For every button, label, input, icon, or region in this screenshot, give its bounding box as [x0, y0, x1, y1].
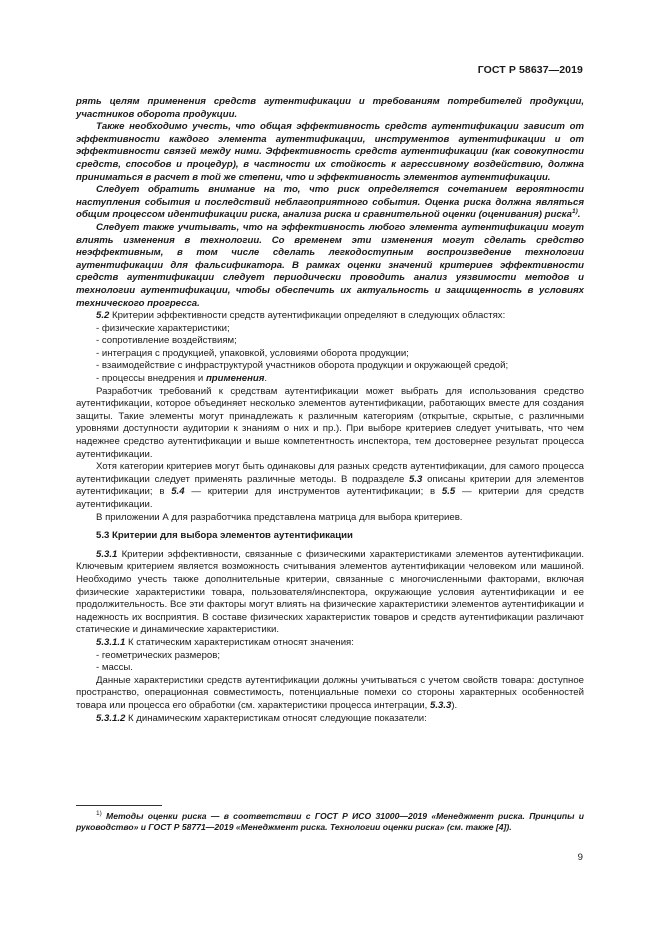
text-run: описаны критерии для элементов аутентификации; в	[76, 473, 584, 498]
list-item: - геометрических размеров;	[96, 649, 220, 661]
text-run: Данные характеристики средств аутентификации должны учитываться с учетом свойств товара: доступное пространство, операционная совместимость, потенциальные помехи со стороны характерных особенностей товара или процесса его обработки (см. характеристики процесса интеграции,	[76, 674, 584, 711]
section-ref: 5.3.3	[430, 699, 452, 711]
list-item-emph: применения	[205, 373, 265, 385]
section-5-3-1-2-number: 5.3.1.2	[96, 712, 126, 724]
paragraph-developer: Разработчик требований к средствам аутентификации может выбрать для использования средство аутентификации, которое объединяет несколько элементов аутентификации, работающих вместе для создания защиты. Такие элементы могут принадлежать к различным категориям (открытые, скрытые, с различными уровнями доступности аудитории к знаниям о них и пр.). При выборе критериев следует учитывать, что чем надежнее средство аутентификации и выше компетентность инспектора, тем достовернее результат процесса аутентификации.	[76, 385, 584, 460]
page-body	[76, 96, 584, 725]
paragraph-technology: Следует также учитывать, что на эффективность любого элемента аутентификации могут влиять изменения в технологии. Со временем эти изменения могут сделать средство неэффективным, в том числе сделать легкодоступным воспроизведение технологии аутентификации для фальсификатора. В рамках оценки значений критериев эффективности средств аутентификации следует периодически проводить анализ уязвимости методов и технологии аутентификации, чтобы обеспечить их актуальность и защищенность в условиях технического прогресса.	[76, 221, 584, 309]
list-item: - взаимодействие с инфраструктурой участников оборота продукции и окружающей средой;	[96, 360, 509, 372]
list-item: - массы.	[96, 662, 133, 674]
section-5-3-1-1	[76, 637, 584, 650]
text-run: Хотя категории критериев могут быть одинаковы для разных средств аутентификации, для самого процесса аутентификации следует применять различные методы. В подразделе	[76, 461, 584, 485]
document-header-id: ГОСТ Р 58637—2019	[477, 64, 583, 76]
section-5-3-1	[76, 549, 584, 637]
list-item-text: - процессы внедрения и	[96, 373, 206, 385]
section-ref: 5.3	[409, 473, 423, 485]
list-item	[76, 373, 584, 386]
paragraph-categories	[76, 461, 584, 511]
section-5-3-1-1-number: 5.3.1.1	[96, 636, 126, 648]
section-5-3-1-number: 5.3.1	[96, 548, 118, 560]
text-run: — критерии для инструментов аутентификации; в	[184, 486, 442, 498]
page-number: 9	[577, 852, 583, 863]
list-item-end: .	[264, 373, 268, 385]
paragraph-risk-text: Следует обратить внимание на то, что риск определяется сочетанием вероятности наступления события и последствий неблагоприятного события. Оценка риска должна являться общим процессом идентификации риска, анализа риска и сравнительной оценки (оценивания) риска	[76, 184, 584, 221]
paragraph-continuation: рять целям применения средств аутентификации и требованиям потребителей продукции, участников оборота продукции.	[76, 96, 584, 120]
section-ref: 5.5	[441, 486, 456, 498]
text-run: — критерии для средств аутентификации.	[76, 486, 585, 510]
section-heading-5-3: 5.3 Критерии для выбора элементов аутентификации	[96, 530, 353, 542]
footnote	[76, 811, 584, 834]
footnote-separator	[76, 805, 162, 806]
footnote-ref: 1)	[572, 208, 578, 216]
list-item: - интеграция с продукцией, упаковкой, условиями оборота продукции;	[96, 347, 409, 359]
section-ref: 5.4	[171, 486, 185, 498]
list-item: - сопротивление воздействиям;	[96, 335, 237, 347]
section-5-3-1-1-text: К статическим характеристикам относят значения:	[125, 636, 354, 648]
paragraph-risk	[76, 184, 584, 222]
paragraph-appendix: В приложении А для разработчика представлена матрица для выбора критериев.	[96, 511, 463, 523]
text-run: ).	[451, 699, 458, 711]
paragraph-efficiency: Также необходимо учесть, что общая эффективность средств аутентификации зависит от эффективности каждого элемента аутентификации, инструментов аутентификации и от эффективности связей между ними. Эффективность средств аутентификации (как совокупности средств, способов и процедур), в частности их стойкость к агрессивному воздействию, должна приниматься в расчет в той же степени, что и эффективность элементов аутентификации.	[76, 121, 584, 183]
section-5-3-1-2-text: К динамическим характеристикам относят следующие показатели:	[125, 712, 427, 724]
section-5-2-number: 5.2	[96, 310, 110, 322]
section-5-3-1-2	[76, 713, 584, 726]
section-5-2	[76, 310, 584, 323]
paragraph-characteristics	[76, 675, 584, 713]
footnote-mark: 1)	[96, 810, 102, 818]
section-5-2-text: Критерии эффективности средств аутентификации определяют в следующих областях:	[109, 310, 506, 322]
footnote-text: Методы оценки риска — в соответствии с ГОСТ Р ИСО 31000—2019 «Менеджмент риска. Принципы и руководство» и ГОСТ Р 58771—2019 «Менеджмент риска. Технологии оценки риска» (см. также [4]).	[76, 811, 584, 833]
list-item: - физические характеристики;	[96, 322, 230, 334]
paragraph-risk-end: .	[577, 209, 581, 221]
section-5-3-1-text: Критерии эффективности, связанные с физическими характеристиками элементов аутентификации. Ключевым критерием является возможность считывания элементов аутентификации человеком или машиной. Необходимо учесть также дополнительные критерии, связанные с многочисленными факторами, включая физические характеристики товара, пользователя/инспектора, окружающие условия аутентификации и ее продолжительность. Все эти факторы могут влиять на физические характеристики элементов аутентификации и надежность их восприятия. В составе физических характеристик товаров и средств аутентификации различают статические и динамические характеристики.	[76, 548, 584, 636]
